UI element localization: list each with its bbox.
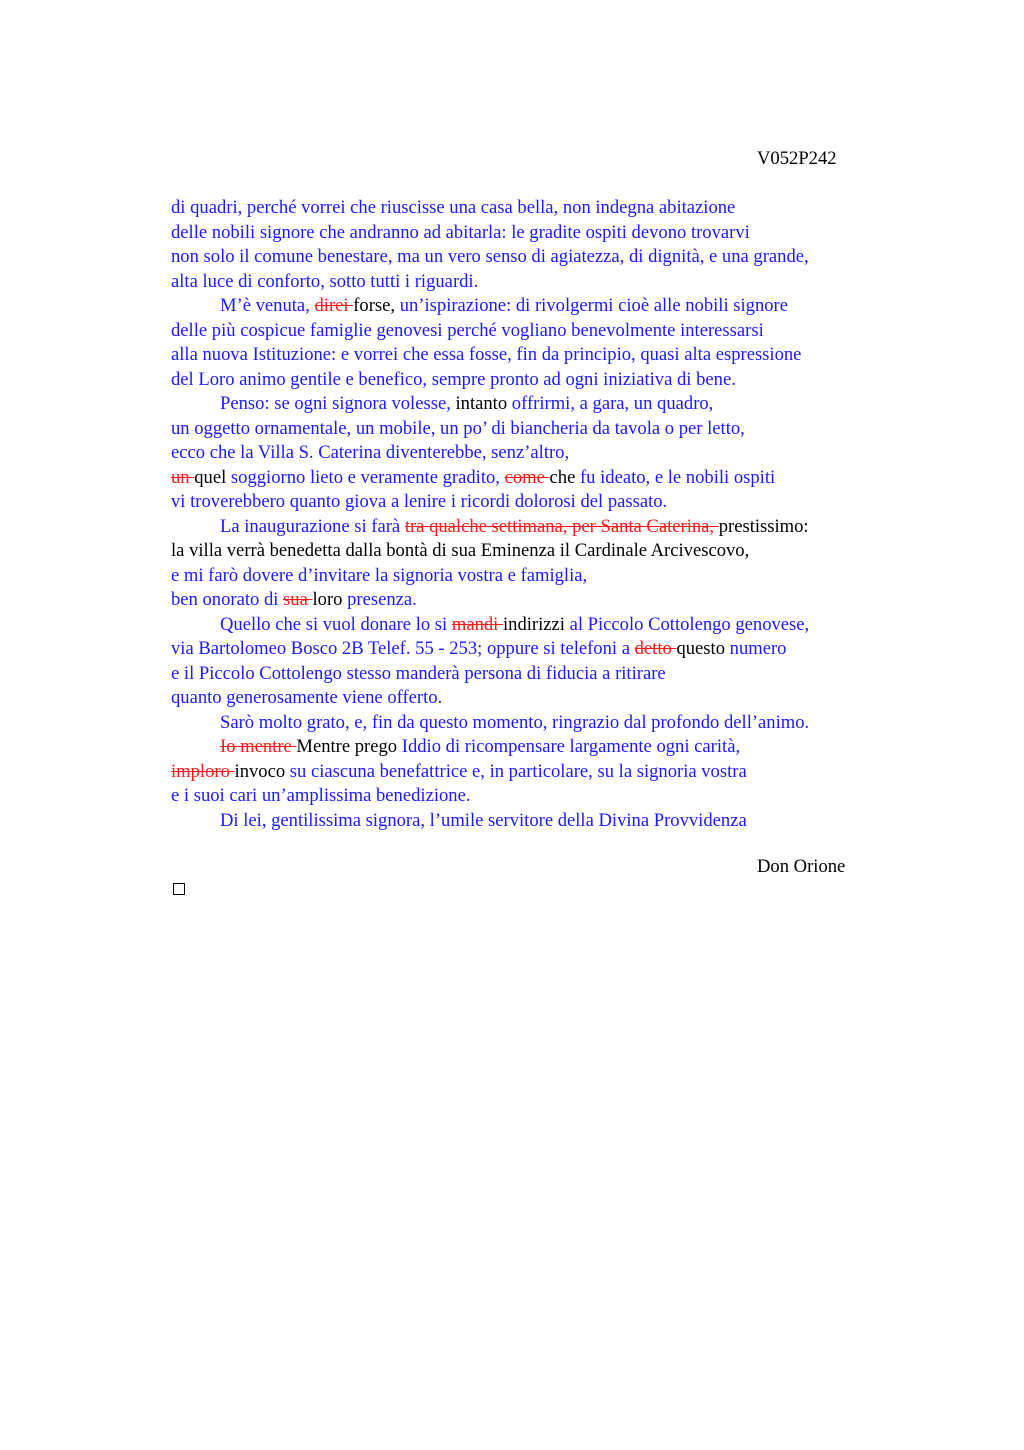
text-line xyxy=(171,417,891,442)
text-line xyxy=(171,809,891,834)
end-marker-box xyxy=(173,883,185,895)
added-text: ecco che la Villa S. Caterina diventerebbe, senz’altro, xyxy=(171,442,570,463)
text-line xyxy=(171,221,891,246)
added-text: non solo il comune benestare, ma un vero senso di agiatezza, di dignità, e una grande, xyxy=(171,246,809,267)
deleted-text: mandi xyxy=(451,613,503,635)
added-text: offrirmi, a gara, un quadro, xyxy=(511,393,714,414)
added-text: e il Piccolo Cottolengo stesso manderà persona di fiducia a ritirare xyxy=(171,662,666,684)
base-text: forse, xyxy=(353,295,400,316)
base-text: che xyxy=(549,466,580,488)
text-line xyxy=(171,245,891,270)
text-line xyxy=(171,637,891,662)
text-line xyxy=(171,466,891,491)
added-text: Quello che si vuol donare lo si xyxy=(220,613,452,635)
added-text: via Bartolomeo Bosco 2B Telef. 55 - 253; oppure si telefoni a xyxy=(171,638,635,659)
added-text: su ciascuna benefattrice e, in particolare, su la signoria vostra xyxy=(289,760,747,782)
base-text: la villa verrà benedetta dalla bontà di sua Eminenza il Cardinale Arcivescovo, xyxy=(171,540,750,561)
deleted-text: detto xyxy=(634,638,677,659)
deleted-text: direi xyxy=(314,295,354,316)
added-text: un oggetto ornamentale, un mobile, un po’ di biancheria da tavola o per letto, xyxy=(171,417,745,439)
added-text: La inaugurazione si farà xyxy=(220,515,405,537)
added-text: numero xyxy=(729,638,787,659)
deleted-text: imploro xyxy=(171,760,235,782)
text-line xyxy=(171,564,891,589)
added-text: alla nuova Istituzione: e vorrei che essa fosse, fin da principio, quasi alta espressione xyxy=(171,344,802,365)
text-line xyxy=(171,490,891,515)
added-text: Sarò molto grato, e, fin da questo momento, ringrazio dal profondo dell’animo. xyxy=(220,711,810,733)
letter-body xyxy=(171,196,891,833)
text-line xyxy=(171,662,891,687)
text-line xyxy=(171,441,891,466)
deleted-text: come xyxy=(504,466,550,488)
added-text: delle più cospicue famiglie genovesi perché vogliano benevolmente interessarsi xyxy=(171,319,764,341)
added-text: delle nobili signore che andranno ad abitarla: le gradite ospiti devono trovarvi xyxy=(171,221,750,243)
deleted-text: un xyxy=(171,466,195,488)
base-text: quel xyxy=(194,466,231,488)
text-line xyxy=(171,294,891,319)
text-line xyxy=(171,368,891,393)
added-text: fu ideato, e le nobili ospiti xyxy=(579,466,776,488)
base-text: intanto xyxy=(455,393,512,414)
deleted-text: tra qualche settimana, per Santa Caterina, xyxy=(404,515,719,537)
page-identifier: V052P242 xyxy=(757,148,837,169)
text-line xyxy=(171,735,891,760)
added-text: M’è venuta, xyxy=(220,295,315,316)
added-text: ben onorato di xyxy=(171,589,284,610)
signature: Don Orione xyxy=(757,856,846,877)
text-line xyxy=(171,319,891,344)
text-line xyxy=(171,711,891,736)
text-line xyxy=(171,588,891,613)
text-line xyxy=(171,539,891,564)
base-text: loro xyxy=(312,589,348,610)
text-line xyxy=(171,760,891,785)
text-line xyxy=(171,613,891,638)
base-text: invoco xyxy=(234,760,290,782)
added-text: alta luce di conforto, sotto tutti i riguardi. xyxy=(171,270,479,292)
deleted-text: Io mentre xyxy=(220,736,297,757)
added-text: Iddio di ricompensare largamente ogni carità, xyxy=(401,736,741,757)
text-line xyxy=(171,270,891,295)
base-text: indirizzi xyxy=(502,613,570,635)
added-text: Di lei, gentilissima signora, l’umile servitore della Divina Provvidenza xyxy=(220,809,747,831)
added-text: Penso: se ogni signora volesse, xyxy=(220,393,456,414)
added-text: e i suoi cari un’amplissima benedizione. xyxy=(171,785,471,806)
added-text: al Piccolo Cottolengo genovese, xyxy=(569,613,810,635)
added-text: presenza. xyxy=(347,589,417,610)
added-text: soggiorno lieto e veramente gradito, xyxy=(230,466,505,488)
base-text: questo xyxy=(676,638,730,659)
added-text: del Loro animo gentile e benefico, sempre pronto ad ogni iniziativa di bene. xyxy=(171,368,736,390)
base-text: Mentre prego xyxy=(296,736,402,757)
text-line xyxy=(171,515,891,540)
text-line xyxy=(171,343,891,368)
text-line xyxy=(171,196,891,221)
text-line xyxy=(171,392,891,417)
base-text: prestissimo: xyxy=(718,515,809,537)
added-text: e mi farò dovere d’invitare la signoria vostra e famiglia, xyxy=(171,564,588,586)
added-text: quanto generosamente viene offerto. xyxy=(171,687,443,708)
added-text: un’ispirazione: di rivolgermi cioè alle nobili signore xyxy=(399,295,789,316)
text-line xyxy=(171,784,891,809)
added-text: di quadri, perché vorrei che riuscisse una casa bella, non indegna abitazione xyxy=(171,197,736,218)
added-text: vi troverebbero quanto giova a lenire i ricordi dolorosi del passato. xyxy=(171,491,668,512)
text-line xyxy=(171,686,891,711)
deleted-text: sua xyxy=(283,589,313,610)
